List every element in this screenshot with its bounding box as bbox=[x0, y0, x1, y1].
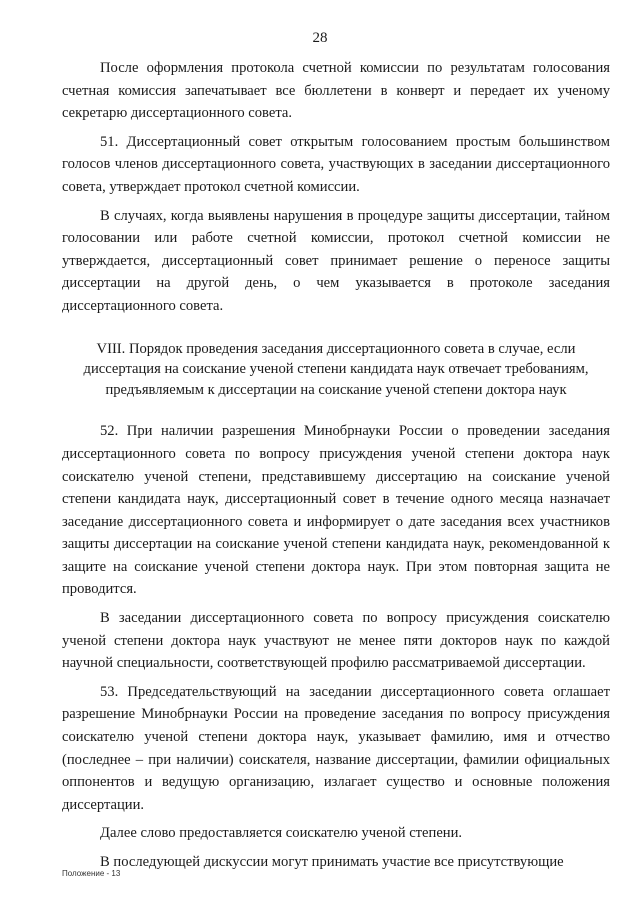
paragraph-52: 52. При наличии разрешения Минобрнауки России о проведении заседания диссертационного совета по вопросу присуждения ученой степени доктора наук соискателю ученой степени, представившему диссертацию на соискание ученой степени кандидата наук, диссертационный совет в течение одного месяца назначает заседание диссертационного совета и информирует о дате заседания всех участников защиты диссертации на соискание ученой степени кандидата наук, рекомендованной к защите на соискание ученой степени доктора наук. При этом повторная защита не проводится. bbox=[62, 423, 610, 598]
paragraph: В последующей дискуссии могут принимать участие все присутствующие bbox=[100, 854, 564, 870]
paragraph-53: 53. Председательствующий на заседании диссертационного совета оглашает разрешение Минобрнауки России на проведение заседания по вопросу присуждения соискателю ученой степени доктора наук, указывает фамилию, имя и отчество (последнее – при наличии) соискателя, название диссертации, фамилии официальных оппонентов и ведущую организацию, излагает существо и основные положения диссертации. bbox=[62, 683, 610, 813]
paragraph: После оформления протокола счетной комиссии по результатам голосования счетная комиссия запечатывает все бюллетени в конверт и передает их ученому секретарю диссертационного совета. bbox=[62, 60, 610, 122]
page-number: 28 bbox=[312, 30, 328, 46]
paragraph: Далее слово предоставляется соискателю ученой степени. bbox=[100, 825, 463, 842]
heading-line: VIII. Порядок проведения заседания диссертационного совета в случае, если bbox=[96, 340, 576, 357]
heading-line: диссертация на соискание ученой степени кандидата наук отвечает требованиям, bbox=[83, 361, 589, 378]
paragraph: В заседании диссертационного совета по вопросу присуждения соискателю ученой степени доктора наук участвуют не менее пяти докторов наук по каждой научной специальности, соответствующей профилю рассматриваемой диссертации. bbox=[62, 610, 610, 672]
paragraph-51: 51. Диссертационный совет открытым голосованием простым большинством голосов членов диссертационного совета, участвующих в заседании диссертационного совета, утверждает протокол счетной комиссии. bbox=[62, 133, 610, 195]
document-body bbox=[62, 57, 610, 874]
paragraph: В случаях, когда выявлены нарушения в процедуре защиты диссертации, тайном голосовании или работе счетной комиссии, протокол счетной комиссии не утверждается, диссертационный совет принимает решение о переносе защиты диссертации на другой день, о чем указывается в протоколе заседания диссертационного совета. bbox=[62, 207, 610, 314]
footer-label: Положение - 13 bbox=[62, 869, 121, 878]
section-heading-viii bbox=[62, 339, 610, 401]
heading-line: предъявляемым к диссертации на соискание ученой степени доктора наук bbox=[105, 381, 567, 398]
